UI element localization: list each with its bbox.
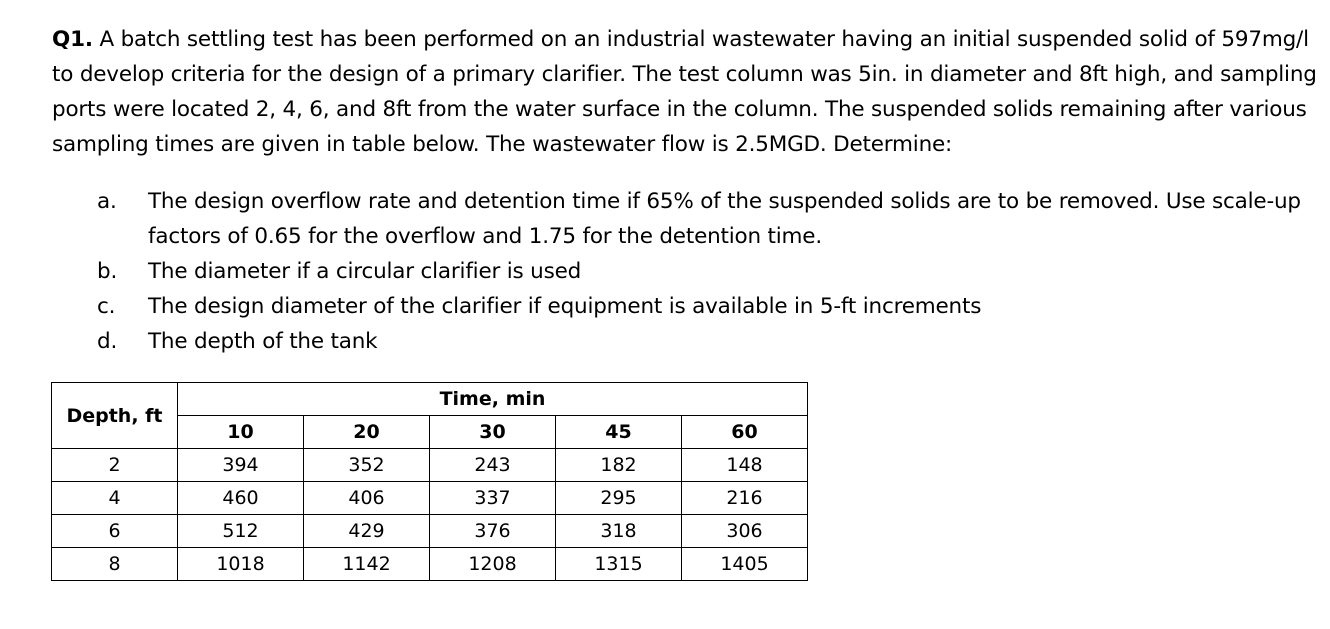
depth-cell: 4 xyxy=(52,482,178,515)
value-cell: 337 xyxy=(430,482,556,515)
value-cell: 1142 xyxy=(304,548,430,581)
part-text: The design diameter of the clarifier if equipment is available in 5-ft increments xyxy=(148,294,982,319)
settling-data-table xyxy=(51,382,808,581)
value-cell: 295 xyxy=(556,482,682,515)
time-cell: 20 xyxy=(304,416,430,449)
part-d xyxy=(97,324,1312,359)
value-cell: 460 xyxy=(178,482,304,515)
value-cell: 394 xyxy=(178,449,304,482)
value-cell: 1315 xyxy=(556,548,682,581)
time-cell: 10 xyxy=(178,416,304,449)
depth-cell: 2 xyxy=(52,449,178,482)
part-text: The design overflow rate and detention time if 65% of the suspended solids are to be removed. Use scale-up factors of 0.65 for the overflow and 1.75 for the detention time. xyxy=(148,189,1301,249)
part-b xyxy=(97,254,1312,289)
part-c xyxy=(97,289,1312,324)
value-cell: 182 xyxy=(556,449,682,482)
value-cell: 318 xyxy=(556,515,682,548)
part-text: The depth of the tank xyxy=(148,329,378,354)
time-header: Time, min xyxy=(178,383,808,416)
time-cell: 45 xyxy=(556,416,682,449)
value-cell: 1208 xyxy=(430,548,556,581)
value-cell: 406 xyxy=(304,482,430,515)
table-header-row xyxy=(52,383,808,416)
question-text xyxy=(52,22,1317,162)
table-row xyxy=(52,548,808,581)
part-letter: a. xyxy=(97,189,117,214)
value-cell: 1405 xyxy=(682,548,808,581)
time-cell: 30 xyxy=(430,416,556,449)
depth-cell: 8 xyxy=(52,548,178,581)
question-label: Q1. xyxy=(52,27,93,52)
table-row xyxy=(52,482,808,515)
depth-header: Depth, ft xyxy=(52,383,178,449)
value-cell: 1018 xyxy=(178,548,304,581)
value-cell: 352 xyxy=(304,449,430,482)
value-cell: 376 xyxy=(430,515,556,548)
part-text: The diameter if a circular clarifier is used xyxy=(148,259,582,284)
value-cell: 216 xyxy=(682,482,808,515)
part-letter: b. xyxy=(97,259,118,284)
question-body: A batch settling test has been performed on an industrial wastewater having an initial suspended solid of 597mg/l to develop criteria for the design of a primary clarifier. The test column was 5in. in diameter and 8ft high, and sampling ports were located 2, 4, 6, and 8ft from the water surface in the column. The suspended solids remaining after various sampling times are given in table below. The wastewater flow is 2.5MGD. Determine: xyxy=(52,27,1317,157)
table-row xyxy=(52,449,808,482)
value-cell: 148 xyxy=(682,449,808,482)
time-cell: 60 xyxy=(682,416,808,449)
question-parts xyxy=(97,184,1312,359)
value-cell: 512 xyxy=(178,515,304,548)
part-letter: c. xyxy=(97,294,116,319)
depth-cell: 6 xyxy=(52,515,178,548)
value-cell: 243 xyxy=(430,449,556,482)
part-a xyxy=(97,184,1312,254)
value-cell: 306 xyxy=(682,515,808,548)
part-letter: d. xyxy=(97,329,118,354)
table-row xyxy=(52,515,808,548)
value-cell: 429 xyxy=(304,515,430,548)
